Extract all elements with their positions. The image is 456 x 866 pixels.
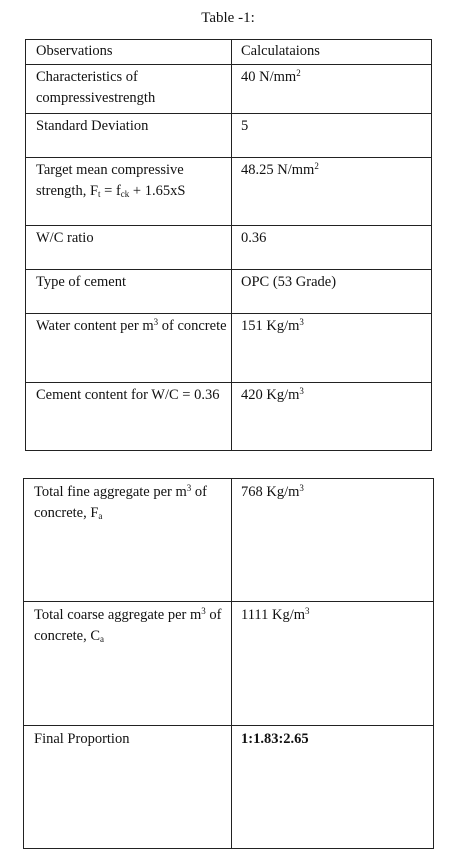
table-row [26,65,432,114]
row-label: Standard Deviation [26,114,232,158]
header-observations: Observations [26,40,232,65]
mix-design-table [25,39,432,451]
table-row [26,314,432,383]
row-label: Cement content for W/C = 0.36 [26,383,232,451]
row-value: 5 [232,114,432,158]
table-row [24,479,434,602]
final-proportion-value: 1:1.83:2.65 [241,731,309,747]
table-row [26,114,432,158]
row-label: Water content per $m^3$ of concrete [26,314,232,383]
table-caption: Table -1: [201,10,255,26]
row-label: W/C ratio [26,226,232,270]
row-value: 768 $Kg/m^3$ [232,479,434,602]
table-row [24,726,434,849]
table-row [26,158,432,226]
row-value: 420 $Kg/m^3$ [232,383,432,451]
row-value: 40 $N/mm^2$ [232,65,432,114]
row-value: 0.36 [232,226,432,270]
row-label: Final Proportion [24,726,232,849]
row-value [232,726,434,849]
table-row [24,602,434,726]
row-value: 1111 $Kg/m^3$ [232,602,434,726]
row-label: Total coarse aggregate per $m^3$ of concrete, $C_a$ [24,602,232,726]
row-value: 48.25 $N/mm^2$ [232,158,432,226]
table-row [26,383,432,451]
table-row [26,270,432,314]
row-label: Type of cement [26,270,232,314]
row-label: Characteristics of compressivestrength [26,65,232,114]
row-label: Target mean compressive strength, $F_t = f_{ck} + 1.65xS$ [26,158,232,226]
row-value: 151 $Kg/m^3$ [232,314,432,383]
table-header-row [26,40,432,65]
header-calculations: Calculataions [232,40,432,65]
aggregate-table [23,478,434,849]
table-row [26,226,432,270]
row-value: OPC (53 Grade) [232,270,432,314]
row-label: Total fine aggregate per $m^3$ of concrete, $F_a$ [24,479,232,602]
